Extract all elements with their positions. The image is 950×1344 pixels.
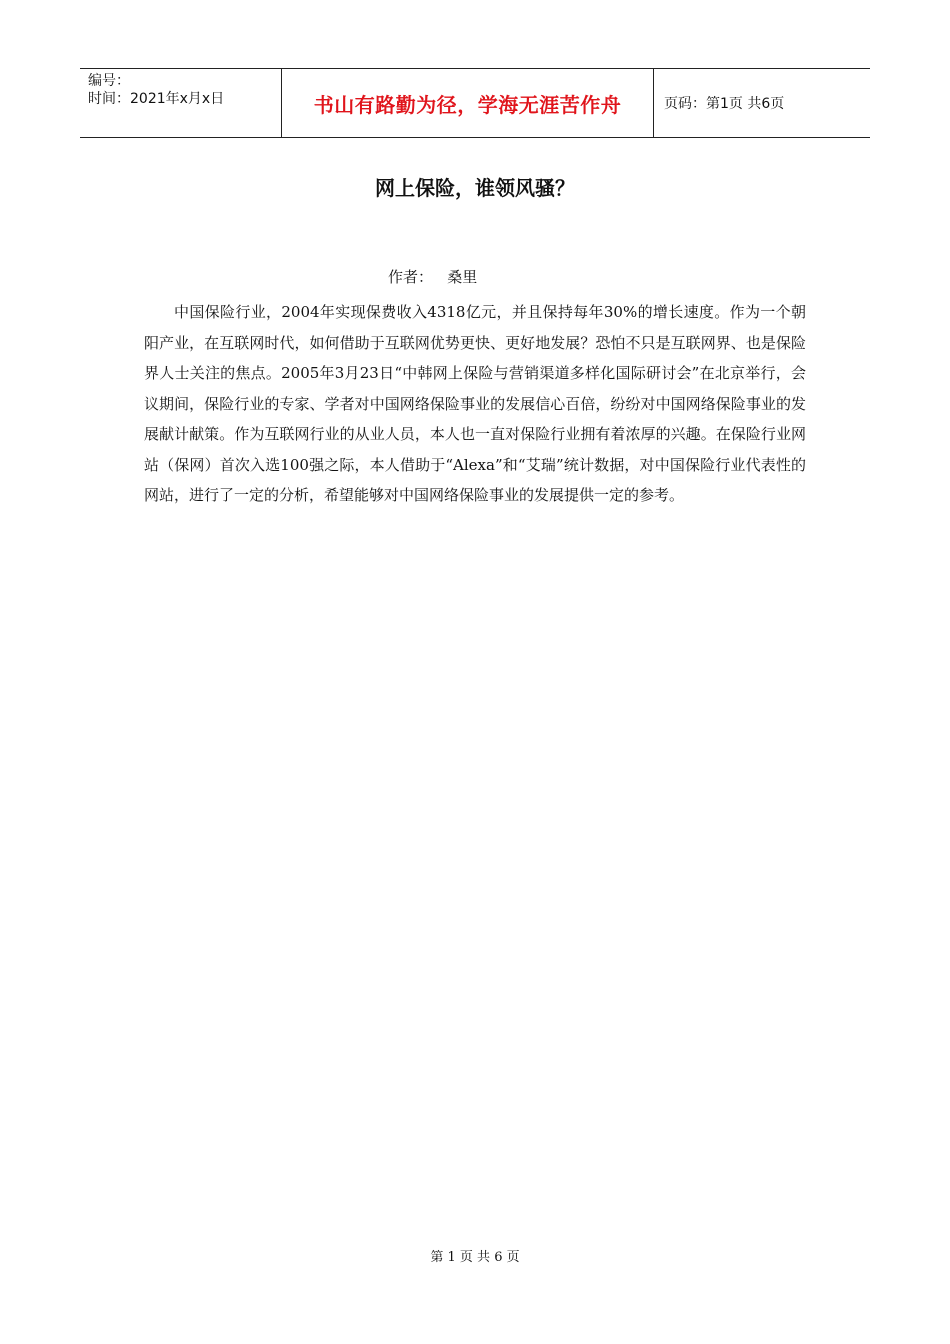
header-meta-cell	[80, 69, 281, 137]
article-title: 网上保险，谁领风骚？	[375, 176, 575, 200]
header-page-cell	[654, 69, 870, 137]
header-motto: 书山有路勤为径，学海无涯苦作舟	[313, 92, 622, 117]
page-footer: 第 1 页 共 6 页	[430, 1250, 520, 1265]
serial-number-label: 编号：	[88, 73, 130, 89]
article-paragraph: 中国保险行业，2004年实现保费收入4318亿元，并且保持每年30%的增长速度。作为一个朝阳产业，在互联网时代，如何借助于互联网优势更快、更好地发展？恐怕不只是互联网界、也是保险界人士关注的焦点。2005年3月23日“中韩网上保险与营销渠道多样化国际研讨会”在北京举行，会议期间，保险行业的专家、学者对中国网络保险事业的发展信心百倍，纷纷对中国网络保险事业的发展献计献策。作为互联网行业的从业人员，本人也一直对保险行业拥有着浓厚的兴趣。在保险行业网站（保网）首次入选100强之际，本人借助于“Alexa”和“艾瑞”统计数据，对中国保险行业代表性的网站，进行了一定的分析，希望能够对中国网络保险事业的发展提供一定的参考。	[144, 303, 806, 504]
article-author: 作者： 桑里	[388, 268, 478, 286]
header-page-info: 页码：第1页 共6页	[664, 96, 785, 112]
header-motto-cell	[281, 69, 654, 137]
date-label: 时间：2021年x月x日	[88, 91, 225, 107]
document-header-table	[80, 68, 870, 138]
